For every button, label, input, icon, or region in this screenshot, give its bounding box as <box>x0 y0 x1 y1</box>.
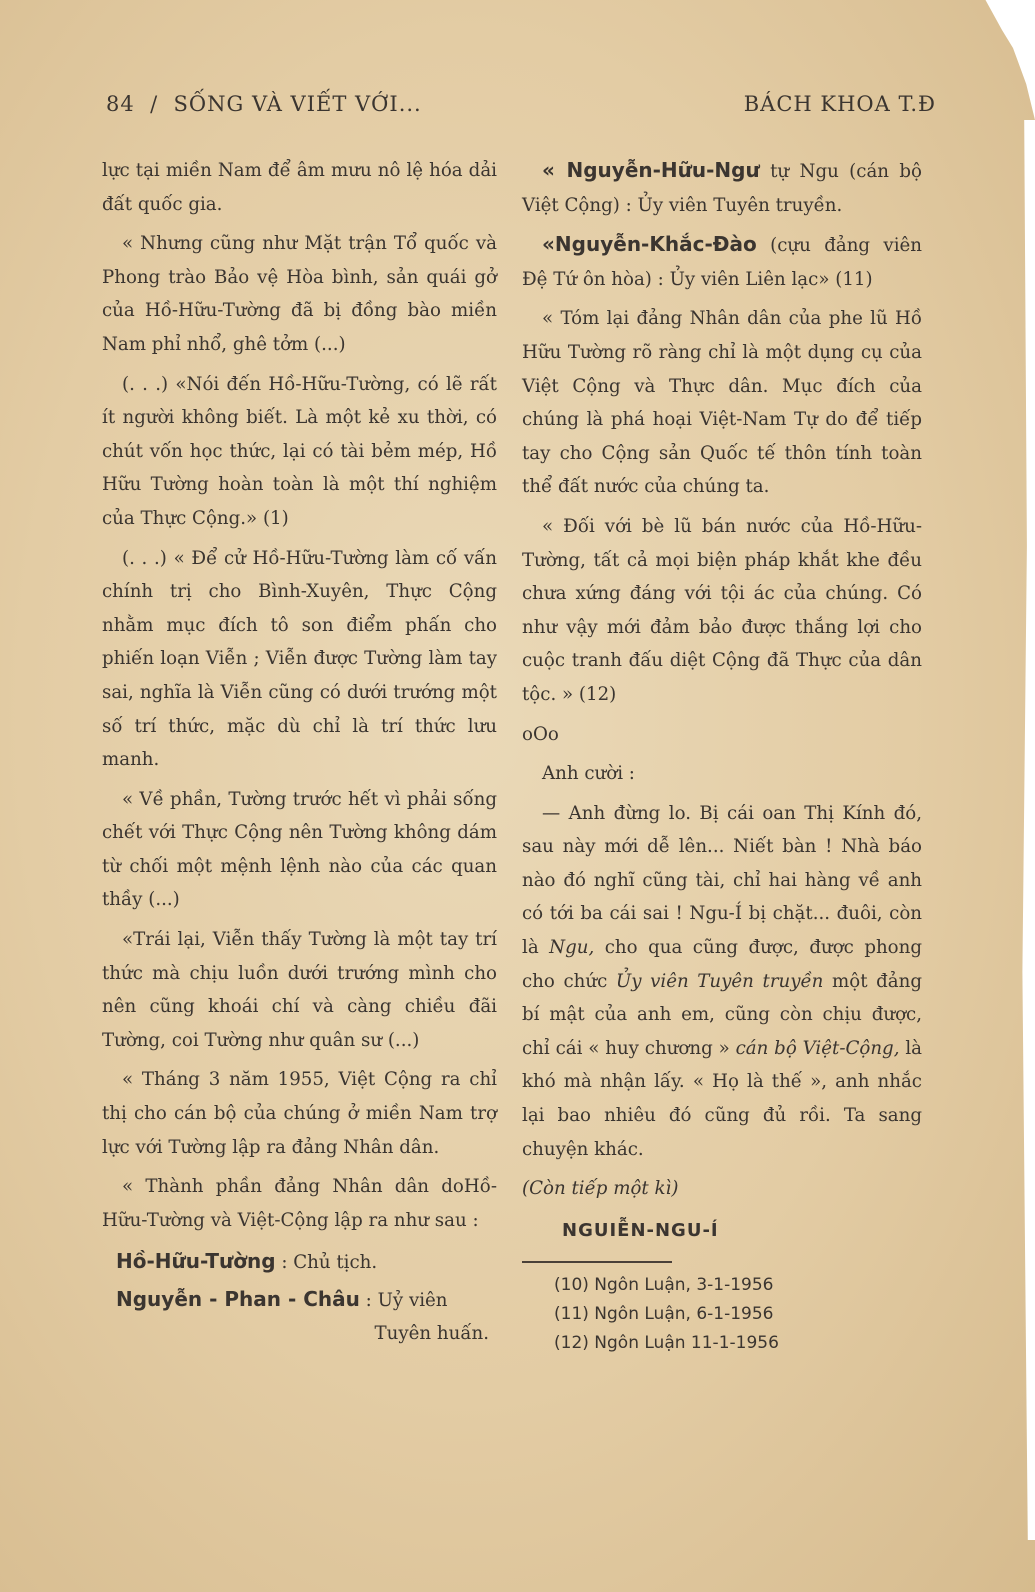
paragraph: (. . .) «Nói đến Hồ-Hữu-Tường, có lẽ rất ít người không biết. Là một kẻ xu thời, có chút vốn học thức, lại có tài bẻm mép, Hồ Hữu Tường hoàn toàn là một thí nghiệm của Thực Cộng.» (1) <box>102 373 497 529</box>
author-signature: NGUIỄN-NGU-Í <box>562 1219 719 1241</box>
italic-run: Ngu, <box>549 937 595 959</box>
roster-role: (cựu đảng viên Đệ Tứ ôn hòa) : Ủy viên Liên lạc» (11) <box>522 235 922 290</box>
header-left <box>106 92 422 116</box>
paragraph <box>522 797 922 1167</box>
roster-role-continued: Tuyên huấn. <box>374 1323 489 1345</box>
footnote: (11) Ngôn Luận, 6-1-1956 <box>554 1304 774 1325</box>
right-column <box>522 154 922 1358</box>
section-title: SỐNG VÀ VIẾT VỚI... <box>173 92 422 116</box>
continued-note: (Còn tiếp một kì) <box>522 1178 679 1200</box>
roster-name: Nguyễn - Phan - Châu <box>116 1287 360 1312</box>
roster-role: : Uỷ viên <box>359 1290 448 1312</box>
roster-entry <box>102 1281 497 1319</box>
text-run: — Anh đừng lo. Bị cái oan Thị Kính đó, sau này mới dễ lên... Niết bàn ! Nhà báo nào đó nghĩ cũng tài, chỉ hai hàng về anh có tới ba cái sai ! Ngu-Í bị chặt... đuôi, còn là <box>522 802 922 959</box>
header-separator: / <box>150 92 159 116</box>
italic-run: Ủy viên Tuyên truyền <box>615 970 824 992</box>
page-header <box>106 92 936 122</box>
roster-name: « Nguyễn-Hữu-Ngư <box>542 158 760 182</box>
roster-name: Hồ-Hữu-Tường <box>116 1249 276 1274</box>
paragraph: « Đối với bè lũ bán nước của Hồ-Hữu-Tường, tất cả mọi biện pháp khắt khe đều chưa xứng đáng với tội ác của chúng. Có như vậy mới đảm bảo được thắng lợi cho cuộc tranh đấu diệt Cộng đã Thực của dân tộc. » (12) <box>522 515 922 705</box>
page-number: 84 <box>106 92 135 116</box>
footnote-rule <box>522 1261 672 1263</box>
roster-role: : Chủ tịch. <box>275 1252 378 1274</box>
text-run: là khó mà nhận lấy. « Họ là thế », anh nhắc lại bao nhiêu đó cũng đủ rồi. Ta sang chuyện khác. <box>522 1037 922 1160</box>
footnote: (12) Ngôn Luận 11-1-1956 <box>554 1333 779 1354</box>
paragraph: « Thành phần đảng Nhân dân doHồ-Hữu-Tường và Việt-Cộng lập ra như sau : <box>102 1176 497 1231</box>
publication-name: BÁCH KHOA T.Đ <box>743 92 936 116</box>
paragraph: « Tháng 3 năm 1955, Việt Cộng ra chỉ thị cho cán bộ của chúng ở miền Nam trợ lực với Tường lập ra đảng Nhân dân. <box>102 1069 497 1158</box>
paragraph: « Tóm lại đảng Nhân dân của phe lũ Hồ Hữu Tường rõ ràng chỉ là một dụng cụ của Việt Cộng và Thực dân. Mục đích của chúng là phá hoại Việt-Nam Tự do để tiếp tay cho Cộng sản Quốc tế thôn tính toàn thể đất nước của chúng ta. <box>522 308 922 498</box>
paragraph: « Về phần, Tường trước hết vì phải sống chết với Thực Cộng nên Tường không dám từ chối một mệnh lệnh nào của các quan thầy (...) <box>102 788 497 911</box>
roster-entry <box>522 154 922 222</box>
left-column <box>102 154 497 1349</box>
text-run: một đảng bí mật của anh em, cũng còn chịu được, chỉ cái « huy chương » <box>522 970 922 1059</box>
roster-entry <box>102 1243 497 1281</box>
roster-name: «Nguyễn-Khắc-Đào <box>542 232 757 257</box>
roster-role: tự Ngu (cán bộ Việt Cộng) : Ủy viên Tuyên truyền. <box>522 161 922 216</box>
footnote: (10) Ngôn Luận, 3-1-1956 <box>554 1275 774 1296</box>
paragraph: lực tại miền Nam để âm mưu nô lệ hóa dải đất quốc gia. <box>102 160 497 215</box>
paragraph: Anh cười : <box>542 763 635 785</box>
italic-run: cán bộ Việt-Cộng, <box>735 1037 900 1059</box>
party-roster <box>102 1243 497 1349</box>
section-divider: oOo <box>522 723 559 745</box>
roster-entry <box>522 228 922 296</box>
text-run: cho qua cũng được, được phong cho chức <box>522 937 922 992</box>
paragraph: « Nhưng cũng như Mặt trận Tổ quốc và Phong trào Bảo vệ Hòa bình, sản quái gở của Hồ-Hữu-Tường đã bị đồng bào miền Nam phỉ nhổ, ghê tởm (...) <box>102 233 497 355</box>
paragraph: (. . .) « Để cử Hồ-Hữu-Tường làm cố vấn chính trị cho Bình-Xuyên, Thực Cộng nhằm mục đích tô son điểm phấn cho phiến loạn Viễn ; Viễn được Tường làm tay sai, nghĩa là Viễn cũng có dưới trướng một số trí thức, mặc dù chỉ là trí thức lưu manh. <box>102 547 497 771</box>
paragraph: «Trái lại, Viễn thấy Tường là một tay trí thức mà chịu luồn dưới trướng mình cho nên cũng khoái chí và càng chiều đãi Tường, coi Tường như quân sư (...) <box>102 929 497 1051</box>
